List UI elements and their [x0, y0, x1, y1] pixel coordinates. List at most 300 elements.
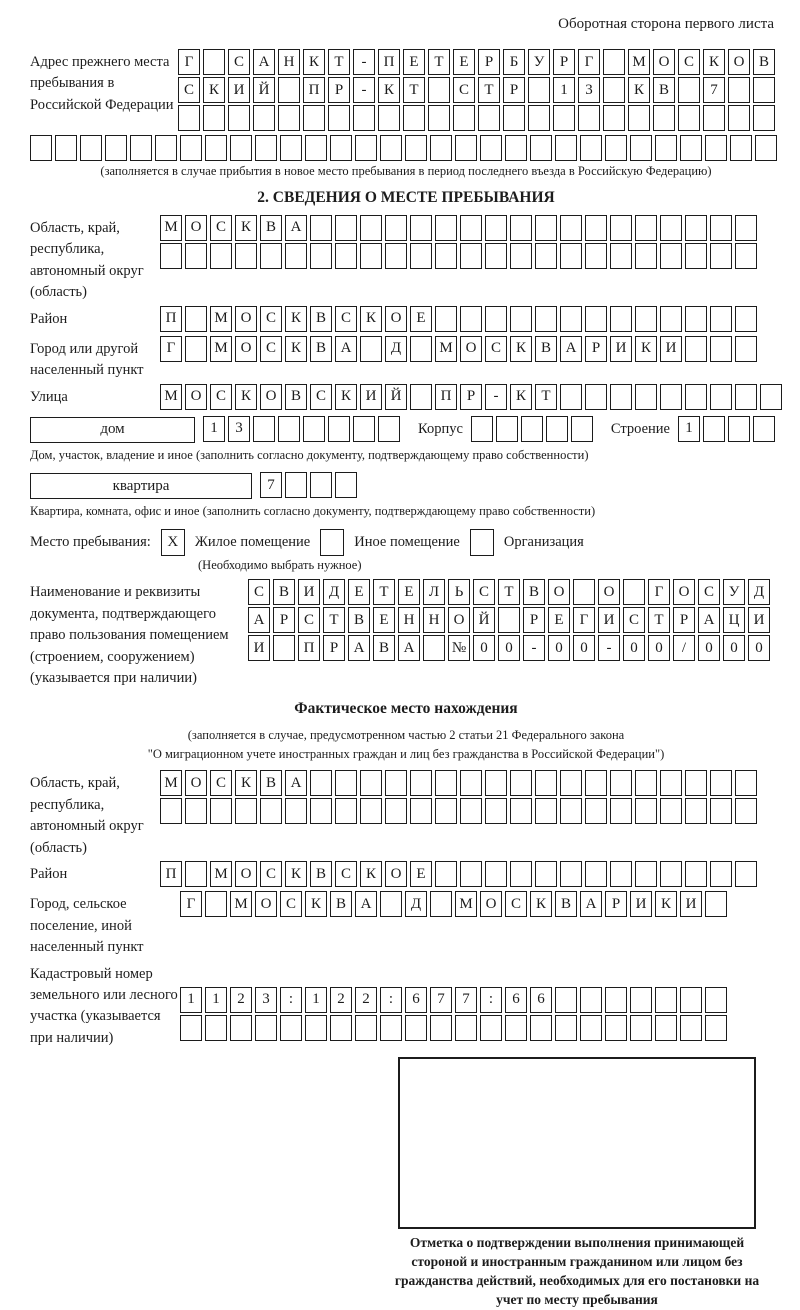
char-cell[interactable]: А	[580, 891, 602, 917]
char-cell[interactable]	[353, 105, 375, 131]
char-cell[interactable]	[660, 215, 682, 241]
char-cell[interactable]: 0	[698, 635, 720, 661]
char-cell[interactable]	[510, 861, 532, 887]
char-cell[interactable]: Д	[323, 579, 345, 605]
char-cell[interactable]	[753, 105, 775, 131]
char-cell[interactable]	[735, 243, 757, 269]
char-cell[interactable]: О	[480, 891, 502, 917]
char-cell[interactable]	[255, 135, 277, 161]
char-cell[interactable]: Е	[410, 861, 432, 887]
char-cell[interactable]: О	[673, 579, 695, 605]
char-cell[interactable]	[735, 861, 757, 887]
char-cell[interactable]: П	[303, 77, 325, 103]
char-cell[interactable]: П	[378, 49, 400, 75]
char-cell[interactable]: В	[310, 306, 332, 332]
char-cell[interactable]	[460, 798, 482, 824]
char-cell[interactable]	[705, 987, 727, 1013]
char-cell[interactable]	[160, 243, 182, 269]
char-cell[interactable]	[428, 77, 450, 103]
char-cell[interactable]: Ц	[723, 607, 745, 633]
char-cell[interactable]	[80, 135, 102, 161]
char-cell[interactable]: Г	[578, 49, 600, 75]
char-cell[interactable]	[680, 1015, 702, 1041]
char-cell[interactable]	[303, 105, 325, 131]
char-cell[interactable]	[605, 987, 627, 1013]
char-cell[interactable]: И	[680, 891, 702, 917]
char-cell[interactable]	[735, 306, 757, 332]
char-cell[interactable]	[285, 472, 307, 498]
char-cell[interactable]: 2	[230, 987, 252, 1013]
char-cell[interactable]: П	[160, 861, 182, 887]
char-cell[interactable]	[635, 243, 657, 269]
char-cell[interactable]: К	[235, 384, 257, 410]
char-cell[interactable]	[435, 770, 457, 796]
char-cell[interactable]: В	[310, 336, 332, 362]
char-cell[interactable]: А	[398, 635, 420, 661]
char-cell[interactable]: О	[385, 861, 407, 887]
char-cell[interactable]	[505, 1015, 527, 1041]
char-cell[interactable]: 1	[305, 987, 327, 1013]
char-cell[interactable]: С	[260, 336, 282, 362]
char-cell[interactable]	[410, 336, 432, 362]
char-cell[interactable]	[685, 215, 707, 241]
char-cell[interactable]: С	[210, 215, 232, 241]
char-cell[interactable]	[585, 384, 607, 410]
char-cell[interactable]	[660, 798, 682, 824]
char-cell[interactable]: Р	[553, 49, 575, 75]
char-cell[interactable]: М	[455, 891, 477, 917]
char-cell[interactable]	[605, 1015, 627, 1041]
char-cell[interactable]: Д	[385, 336, 407, 362]
char-cell[interactable]: Р	[328, 77, 350, 103]
char-cell[interactable]: 1	[180, 987, 202, 1013]
char-cell[interactable]	[610, 306, 632, 332]
char-cell[interactable]	[255, 1015, 277, 1041]
char-cell[interactable]: С	[248, 579, 270, 605]
char-cell[interactable]: С	[280, 891, 302, 917]
char-cell[interactable]: В	[753, 49, 775, 75]
char-cell[interactable]	[703, 416, 725, 442]
char-cell[interactable]	[485, 798, 507, 824]
char-cell[interactable]: 3	[228, 416, 250, 442]
char-cell[interactable]	[430, 135, 452, 161]
char-cell[interactable]	[385, 243, 407, 269]
char-cell[interactable]: Р	[478, 49, 500, 75]
char-cell[interactable]	[105, 135, 127, 161]
char-cell[interactable]: С	[623, 607, 645, 633]
char-cell[interactable]	[630, 135, 652, 161]
char-cell[interactable]	[253, 416, 275, 442]
char-cell[interactable]	[730, 135, 752, 161]
char-cell[interactable]: С	[298, 607, 320, 633]
char-cell[interactable]: Н	[423, 607, 445, 633]
char-cell[interactable]	[685, 770, 707, 796]
char-cell[interactable]	[573, 579, 595, 605]
char-cell[interactable]: К	[360, 306, 382, 332]
char-cell[interactable]	[630, 1015, 652, 1041]
char-cell[interactable]	[285, 798, 307, 824]
char-cell[interactable]	[305, 1015, 327, 1041]
char-cell[interactable]: И	[748, 607, 770, 633]
char-cell[interactable]	[410, 770, 432, 796]
char-cell[interactable]: О	[385, 306, 407, 332]
char-cell[interactable]	[635, 306, 657, 332]
char-cell[interactable]: 0	[723, 635, 745, 661]
char-cell[interactable]	[355, 135, 377, 161]
char-cell[interactable]	[528, 105, 550, 131]
char-cell[interactable]	[480, 135, 502, 161]
char-cell[interactable]	[580, 1015, 602, 1041]
char-cell[interactable]	[428, 105, 450, 131]
char-cell[interactable]: -	[523, 635, 545, 661]
char-cell[interactable]: П	[298, 635, 320, 661]
char-cell[interactable]: С	[505, 891, 527, 917]
char-cell[interactable]	[328, 416, 350, 442]
char-cell[interactable]: И	[248, 635, 270, 661]
char-cell[interactable]: Н	[278, 49, 300, 75]
char-cell[interactable]: 3	[255, 987, 277, 1013]
char-cell[interactable]: С	[678, 49, 700, 75]
char-cell[interactable]: М	[230, 891, 252, 917]
char-cell[interactable]	[610, 243, 632, 269]
char-cell[interactable]	[685, 306, 707, 332]
char-cell[interactable]: В	[373, 635, 395, 661]
char-cell[interactable]	[755, 135, 777, 161]
char-cell[interactable]	[405, 1015, 427, 1041]
char-cell[interactable]	[585, 215, 607, 241]
char-cell[interactable]: 1	[205, 987, 227, 1013]
checkbox-residential[interactable]: X	[161, 529, 185, 556]
char-cell[interactable]	[655, 135, 677, 161]
char-cell[interactable]: Д	[748, 579, 770, 605]
char-cell[interactable]: О	[185, 384, 207, 410]
char-cell[interactable]: М	[628, 49, 650, 75]
char-cell[interactable]	[410, 384, 432, 410]
char-cell[interactable]	[635, 384, 657, 410]
char-cell[interactable]: 0	[498, 635, 520, 661]
char-cell[interactable]	[560, 861, 582, 887]
char-cell[interactable]	[553, 105, 575, 131]
char-cell[interactable]	[230, 1015, 252, 1041]
char-cell[interactable]: К	[305, 891, 327, 917]
char-cell[interactable]	[635, 798, 657, 824]
char-cell[interactable]	[521, 416, 543, 442]
char-cell[interactable]: А	[248, 607, 270, 633]
char-cell[interactable]: Р	[585, 336, 607, 362]
char-cell[interactable]: С	[210, 770, 232, 796]
char-cell[interactable]: Р	[605, 891, 627, 917]
char-cell[interactable]: М	[435, 336, 457, 362]
char-cell[interactable]: Н	[398, 607, 420, 633]
char-cell[interactable]: В	[330, 891, 352, 917]
char-cell[interactable]	[560, 798, 582, 824]
char-cell[interactable]: В	[273, 579, 295, 605]
char-cell[interactable]: В	[523, 579, 545, 605]
char-cell[interactable]	[585, 243, 607, 269]
char-cell[interactable]: О	[255, 891, 277, 917]
char-cell[interactable]	[503, 105, 525, 131]
char-cell[interactable]	[185, 243, 207, 269]
char-cell[interactable]	[560, 243, 582, 269]
char-cell[interactable]	[360, 215, 382, 241]
char-cell[interactable]	[378, 105, 400, 131]
char-cell[interactable]: К	[235, 770, 257, 796]
char-cell[interactable]	[455, 1015, 477, 1041]
char-cell[interactable]	[560, 306, 582, 332]
char-cell[interactable]: О	[235, 306, 257, 332]
char-cell[interactable]	[685, 798, 707, 824]
char-cell[interactable]: -	[353, 77, 375, 103]
char-cell[interactable]: О	[653, 49, 675, 75]
char-cell[interactable]: К	[378, 77, 400, 103]
char-cell[interactable]: И	[360, 384, 382, 410]
char-cell[interactable]	[728, 416, 750, 442]
char-cell[interactable]: Е	[373, 607, 395, 633]
char-cell[interactable]	[385, 770, 407, 796]
char-cell[interactable]: Г	[178, 49, 200, 75]
char-cell[interactable]	[485, 243, 507, 269]
char-cell[interactable]	[655, 1015, 677, 1041]
char-cell[interactable]	[530, 1015, 552, 1041]
char-cell[interactable]	[660, 770, 682, 796]
char-cell[interactable]: Й	[473, 607, 495, 633]
char-cell[interactable]	[710, 306, 732, 332]
char-cell[interactable]	[710, 770, 732, 796]
char-cell[interactable]	[460, 306, 482, 332]
char-cell[interactable]	[630, 987, 652, 1013]
char-cell[interactable]	[360, 798, 382, 824]
char-cell[interactable]: Т	[323, 607, 345, 633]
char-cell[interactable]	[385, 215, 407, 241]
char-cell[interactable]	[653, 105, 675, 131]
char-cell[interactable]: Т	[373, 579, 395, 605]
char-cell[interactable]: Г	[180, 891, 202, 917]
char-cell[interactable]	[330, 135, 352, 161]
char-cell[interactable]: -	[598, 635, 620, 661]
char-cell[interactable]	[535, 243, 557, 269]
char-cell[interactable]: Т	[478, 77, 500, 103]
char-cell[interactable]	[555, 135, 577, 161]
char-cell[interactable]	[585, 798, 607, 824]
char-cell[interactable]: 6	[405, 987, 427, 1013]
char-cell[interactable]	[335, 243, 357, 269]
char-cell[interactable]: Е	[348, 579, 370, 605]
char-cell[interactable]	[253, 105, 275, 131]
char-cell[interactable]	[380, 1015, 402, 1041]
char-cell[interactable]	[603, 77, 625, 103]
char-cell[interactable]	[235, 798, 257, 824]
char-cell[interactable]	[185, 336, 207, 362]
char-cell[interactable]: А	[253, 49, 275, 75]
char-cell[interactable]: С	[260, 306, 282, 332]
char-cell[interactable]	[485, 770, 507, 796]
char-cell[interactable]: В	[348, 607, 370, 633]
char-cell[interactable]	[510, 770, 532, 796]
char-cell[interactable]: 7	[455, 987, 477, 1013]
char-cell[interactable]	[505, 135, 527, 161]
char-cell[interactable]: 6	[530, 987, 552, 1013]
char-cell[interactable]: №	[448, 635, 470, 661]
char-cell[interactable]	[680, 987, 702, 1013]
char-cell[interactable]	[460, 215, 482, 241]
char-cell[interactable]	[335, 770, 357, 796]
char-cell[interactable]	[403, 105, 425, 131]
char-cell[interactable]: 7	[260, 472, 282, 498]
char-cell[interactable]	[560, 215, 582, 241]
char-cell[interactable]: Й	[385, 384, 407, 410]
char-cell[interactable]	[355, 1015, 377, 1041]
char-cell[interactable]: М	[160, 770, 182, 796]
char-cell[interactable]	[185, 861, 207, 887]
char-cell[interactable]	[180, 135, 202, 161]
char-cell[interactable]: Е	[548, 607, 570, 633]
char-cell[interactable]: -	[353, 49, 375, 75]
char-cell[interactable]: Е	[453, 49, 475, 75]
char-cell[interactable]: П	[160, 306, 182, 332]
checkbox-other-premises[interactable]	[320, 529, 344, 556]
char-cell[interactable]: У	[723, 579, 745, 605]
char-cell[interactable]: В	[260, 770, 282, 796]
char-cell[interactable]: В	[285, 384, 307, 410]
char-cell[interactable]	[435, 215, 457, 241]
char-cell[interactable]	[455, 135, 477, 161]
char-cell[interactable]: К	[655, 891, 677, 917]
char-cell[interactable]	[660, 861, 682, 887]
char-cell[interactable]: А	[698, 607, 720, 633]
char-cell[interactable]	[710, 861, 732, 887]
char-cell[interactable]	[623, 579, 645, 605]
char-cell[interactable]	[435, 861, 457, 887]
char-cell[interactable]: Р	[323, 635, 345, 661]
char-cell[interactable]	[735, 798, 757, 824]
char-cell[interactable]	[610, 770, 632, 796]
char-cell[interactable]	[496, 416, 518, 442]
char-cell[interactable]	[585, 861, 607, 887]
char-cell[interactable]	[585, 770, 607, 796]
char-cell[interactable]: К	[360, 861, 382, 887]
char-cell[interactable]	[260, 243, 282, 269]
char-cell[interactable]	[378, 416, 400, 442]
char-cell[interactable]	[535, 306, 557, 332]
char-cell[interactable]	[310, 770, 332, 796]
char-cell[interactable]: В	[653, 77, 675, 103]
char-cell[interactable]: Т	[498, 579, 520, 605]
char-cell[interactable]: 1	[553, 77, 575, 103]
char-cell[interactable]: М	[210, 306, 232, 332]
char-cell[interactable]	[578, 105, 600, 131]
char-cell[interactable]: А	[285, 770, 307, 796]
char-cell[interactable]: Р	[523, 607, 545, 633]
char-cell[interactable]: 2	[330, 987, 352, 1013]
char-cell[interactable]	[710, 384, 732, 410]
char-cell[interactable]: 3	[578, 77, 600, 103]
char-cell[interactable]: С	[228, 49, 250, 75]
char-cell[interactable]	[535, 215, 557, 241]
char-cell[interactable]	[360, 770, 382, 796]
char-cell[interactable]	[435, 306, 457, 332]
char-cell[interactable]	[310, 215, 332, 241]
char-cell[interactable]: А	[560, 336, 582, 362]
char-cell[interactable]	[560, 384, 582, 410]
char-cell[interactable]	[710, 798, 732, 824]
char-cell[interactable]	[735, 336, 757, 362]
char-cell[interactable]: /	[673, 635, 695, 661]
char-cell[interactable]	[580, 987, 602, 1013]
char-cell[interactable]	[585, 306, 607, 332]
char-cell[interactable]: Т	[535, 384, 557, 410]
char-cell[interactable]	[635, 861, 657, 887]
char-cell[interactable]: К	[285, 336, 307, 362]
char-cell[interactable]: О	[548, 579, 570, 605]
char-cell[interactable]	[485, 215, 507, 241]
char-cell[interactable]: О	[185, 215, 207, 241]
char-cell[interactable]: О	[235, 336, 257, 362]
char-cell[interactable]	[155, 135, 177, 161]
char-cell[interactable]	[430, 891, 452, 917]
char-cell[interactable]	[278, 77, 300, 103]
char-cell[interactable]: И	[298, 579, 320, 605]
char-cell[interactable]	[410, 798, 432, 824]
char-cell[interactable]: К	[235, 215, 257, 241]
char-cell[interactable]	[260, 798, 282, 824]
char-cell[interactable]: В	[555, 891, 577, 917]
char-cell[interactable]	[660, 384, 682, 410]
char-cell[interactable]: П	[435, 384, 457, 410]
char-cell[interactable]	[628, 105, 650, 131]
char-cell[interactable]	[535, 861, 557, 887]
char-cell[interactable]	[55, 135, 77, 161]
char-cell[interactable]: Т	[648, 607, 670, 633]
char-cell[interactable]: И	[598, 607, 620, 633]
char-cell[interactable]: Б	[503, 49, 525, 75]
char-cell[interactable]	[710, 215, 732, 241]
char-cell[interactable]	[728, 105, 750, 131]
char-cell[interactable]	[735, 215, 757, 241]
char-cell[interactable]: О	[598, 579, 620, 605]
char-cell[interactable]: С	[698, 579, 720, 605]
char-cell[interactable]	[571, 416, 593, 442]
char-cell[interactable]	[460, 861, 482, 887]
char-cell[interactable]	[278, 105, 300, 131]
char-cell[interactable]: -	[485, 384, 507, 410]
char-cell[interactable]	[360, 336, 382, 362]
char-cell[interactable]: М	[210, 861, 232, 887]
char-cell[interactable]: И	[660, 336, 682, 362]
char-cell[interactable]	[178, 105, 200, 131]
checkbox-organization[interactable]	[470, 529, 494, 556]
char-cell[interactable]	[728, 77, 750, 103]
char-cell[interactable]	[180, 1015, 202, 1041]
char-cell[interactable]: К	[530, 891, 552, 917]
char-cell[interactable]: 1	[678, 416, 700, 442]
char-cell[interactable]	[546, 416, 568, 442]
char-cell[interactable]: Г	[160, 336, 182, 362]
char-cell[interactable]	[385, 798, 407, 824]
char-cell[interactable]	[510, 798, 532, 824]
char-cell[interactable]	[510, 306, 532, 332]
char-cell[interactable]: С	[485, 336, 507, 362]
char-cell[interactable]	[471, 416, 493, 442]
char-cell[interactable]: К	[510, 384, 532, 410]
char-cell[interactable]: К	[703, 49, 725, 75]
char-cell[interactable]: И	[610, 336, 632, 362]
char-cell[interactable]	[710, 243, 732, 269]
char-cell[interactable]	[705, 1015, 727, 1041]
char-cell[interactable]: С	[310, 384, 332, 410]
char-cell[interactable]	[410, 215, 432, 241]
char-cell[interactable]: К	[628, 77, 650, 103]
char-cell[interactable]	[203, 49, 225, 75]
